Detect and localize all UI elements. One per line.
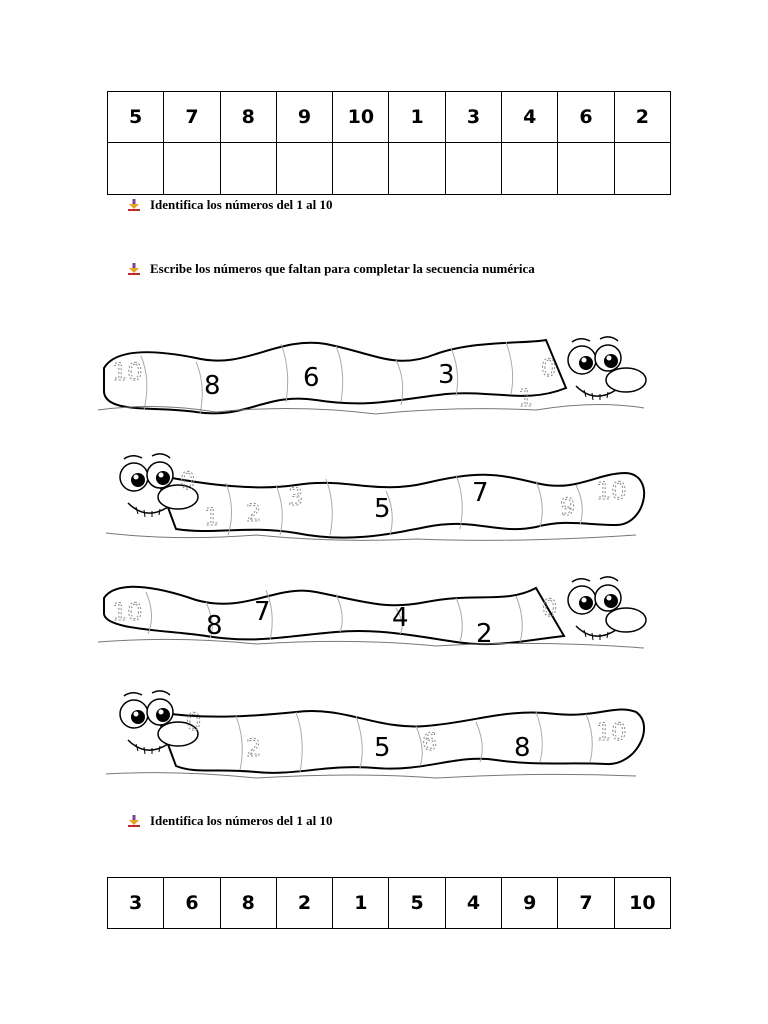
number-cell: 3 (108, 878, 164, 929)
instruction-identify-again (128, 813, 333, 829)
worm-sequence-2 (96, 455, 646, 545)
worm-body (104, 587, 564, 644)
number-cell: 10 (333, 92, 389, 143)
instruction-identify (128, 197, 333, 213)
instruction-write-missing (128, 261, 535, 277)
answer-cell[interactable] (220, 143, 276, 195)
number-cell: 3 (445, 92, 501, 143)
answer-cell[interactable] (389, 143, 445, 195)
answer-cell[interactable] (614, 143, 670, 195)
number-table-bottom (107, 877, 671, 929)
dotted-number: 0 (180, 467, 196, 495)
answer-row (108, 143, 671, 195)
instruction-text: Identifica los números del 1 al 10 (150, 197, 333, 212)
number-cell: 1 (333, 878, 389, 929)
answer-cell[interactable] (164, 143, 220, 195)
worm-face-icon (568, 337, 646, 400)
answer-cell[interactable] (108, 143, 164, 195)
dotted-number: 10 (596, 477, 627, 505)
worm-number: 7 (254, 597, 271, 627)
number-cell: 4 (445, 878, 501, 929)
dotted-number: 3 (288, 483, 304, 511)
dotted-number: 2 (246, 499, 262, 527)
dotted-number: 1 (204, 503, 220, 531)
worm-number: 8 (204, 371, 221, 401)
number-cell: 10 (614, 878, 670, 929)
dotted-number: 10 (112, 358, 143, 386)
number-cell: 8 (220, 878, 276, 929)
number-row (108, 92, 671, 143)
number-cell: 9 (502, 878, 558, 929)
dotted-number: 1 (518, 384, 534, 412)
answer-cell[interactable] (502, 143, 558, 195)
answer-cell[interactable] (333, 143, 389, 195)
number-cell: 6 (558, 92, 614, 143)
number-row (108, 878, 671, 929)
dotted-number: 0 (186, 708, 202, 736)
number-cell: 1 (389, 92, 445, 143)
worm-body (156, 709, 644, 772)
instruction-text: Identifica los números del 1 al 10 (150, 813, 333, 828)
number-cell: 2 (614, 92, 670, 143)
worm-illustration (96, 330, 646, 420)
number-cell: 8 (220, 92, 276, 143)
worm-sequence-1 (96, 330, 646, 420)
number-cell: 5 (389, 878, 445, 929)
worm-illustration (96, 570, 646, 660)
number-cell: 6 (164, 878, 220, 929)
worm-illustration (96, 690, 646, 780)
worm-sequence-4 (96, 690, 646, 780)
worm-number: 3 (438, 360, 455, 390)
worm-number: 8 (514, 733, 531, 763)
worm-number: 8 (206, 611, 223, 641)
worm-sequence-3 (96, 570, 646, 660)
bullet-arrow-icon (128, 815, 140, 827)
dotted-number: 0 (541, 354, 557, 382)
dotted-number: 6 (422, 728, 438, 756)
bullet-arrow-icon (128, 263, 140, 275)
dotted-number: 0 (542, 594, 558, 622)
number-cell: 4 (502, 92, 558, 143)
bullet-arrow-icon (128, 199, 140, 211)
instruction-text: Escribe los números que faltan para completar la secuencia numérica (150, 261, 535, 276)
worm-illustration (96, 455, 646, 545)
number-table-top (107, 91, 671, 195)
answer-cell[interactable] (276, 143, 332, 195)
worm-number: 2 (476, 619, 493, 649)
dotted-number: 2 (246, 734, 262, 762)
number-cell: 7 (164, 92, 220, 143)
worm-number: 6 (303, 363, 320, 393)
worm-body (104, 340, 566, 413)
answer-cell[interactable] (558, 143, 614, 195)
number-cell: 2 (276, 878, 332, 929)
number-cell: 7 (558, 878, 614, 929)
worm-number: 5 (374, 494, 391, 524)
worm-face-icon (568, 577, 646, 640)
dotted-number: 9 (560, 493, 576, 521)
answer-cell[interactable] (445, 143, 501, 195)
worm-number: 5 (374, 733, 391, 763)
worm-number: 7 (472, 478, 489, 508)
dotted-number: 10 (112, 598, 143, 626)
worm-number: 4 (392, 603, 409, 633)
number-cell: 5 (108, 92, 164, 143)
dotted-number: 10 (596, 718, 627, 746)
number-cell: 9 (276, 92, 332, 143)
